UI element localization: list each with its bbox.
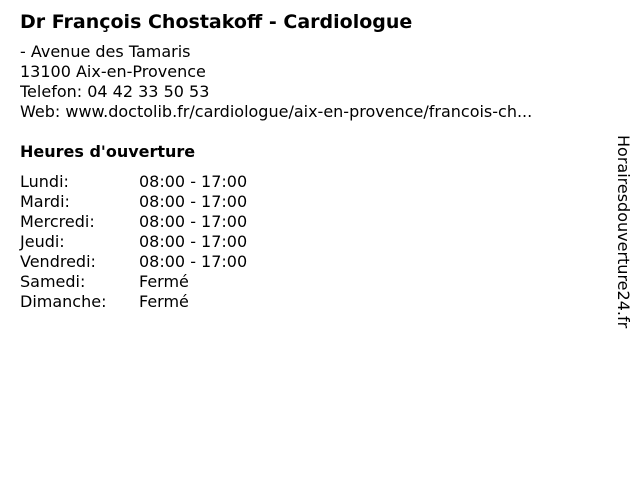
website-line: Web: www.doctolib.fr/cardiologue/aix-en-provence/francois-ch... bbox=[20, 102, 533, 121]
hours-row-sunday bbox=[20, 292, 610, 312]
day-label: Mardi: bbox=[20, 192, 70, 211]
hours-row-wednesday bbox=[20, 212, 610, 232]
hours-row-friday bbox=[20, 252, 610, 272]
day-label: Samedi: bbox=[20, 272, 86, 291]
day-label: Lundi: bbox=[20, 172, 69, 191]
site-watermark: Horairesdouverture24.fr bbox=[614, 135, 633, 329]
hours-row-tuesday bbox=[20, 192, 610, 212]
day-label: Mercredi: bbox=[20, 212, 95, 231]
business-title: Dr François Chostakoff - Cardiologue bbox=[20, 11, 413, 33]
opening-hours-heading: Heures d'ouverture bbox=[20, 142, 196, 161]
day-label: Jeudi: bbox=[20, 232, 65, 251]
hours-value: 08:00 - 17:00 bbox=[139, 192, 248, 211]
street-address: - Avenue des Tamaris bbox=[20, 42, 191, 61]
day-label: Dimanche: bbox=[20, 292, 107, 311]
hours-value: 08:00 - 17:00 bbox=[139, 232, 248, 251]
business-card bbox=[20, 10, 610, 312]
hours-row-saturday bbox=[20, 272, 610, 292]
phone-line: Telefon: 04 42 33 50 53 bbox=[20, 82, 210, 101]
hours-row-thursday bbox=[20, 232, 610, 252]
hours-row-monday bbox=[20, 172, 610, 192]
city-line: 13100 Aix-en-Provence bbox=[20, 62, 206, 81]
hours-value: 08:00 - 17:00 bbox=[139, 252, 248, 271]
address-block bbox=[20, 42, 610, 122]
hours-value: Fermé bbox=[139, 272, 189, 291]
hours-value: 08:00 - 17:00 bbox=[139, 212, 248, 231]
hours-value: 08:00 - 17:00 bbox=[139, 172, 248, 191]
opening-hours-table bbox=[20, 172, 610, 312]
hours-value: Fermé bbox=[139, 292, 189, 311]
day-label: Vendredi: bbox=[20, 252, 96, 271]
